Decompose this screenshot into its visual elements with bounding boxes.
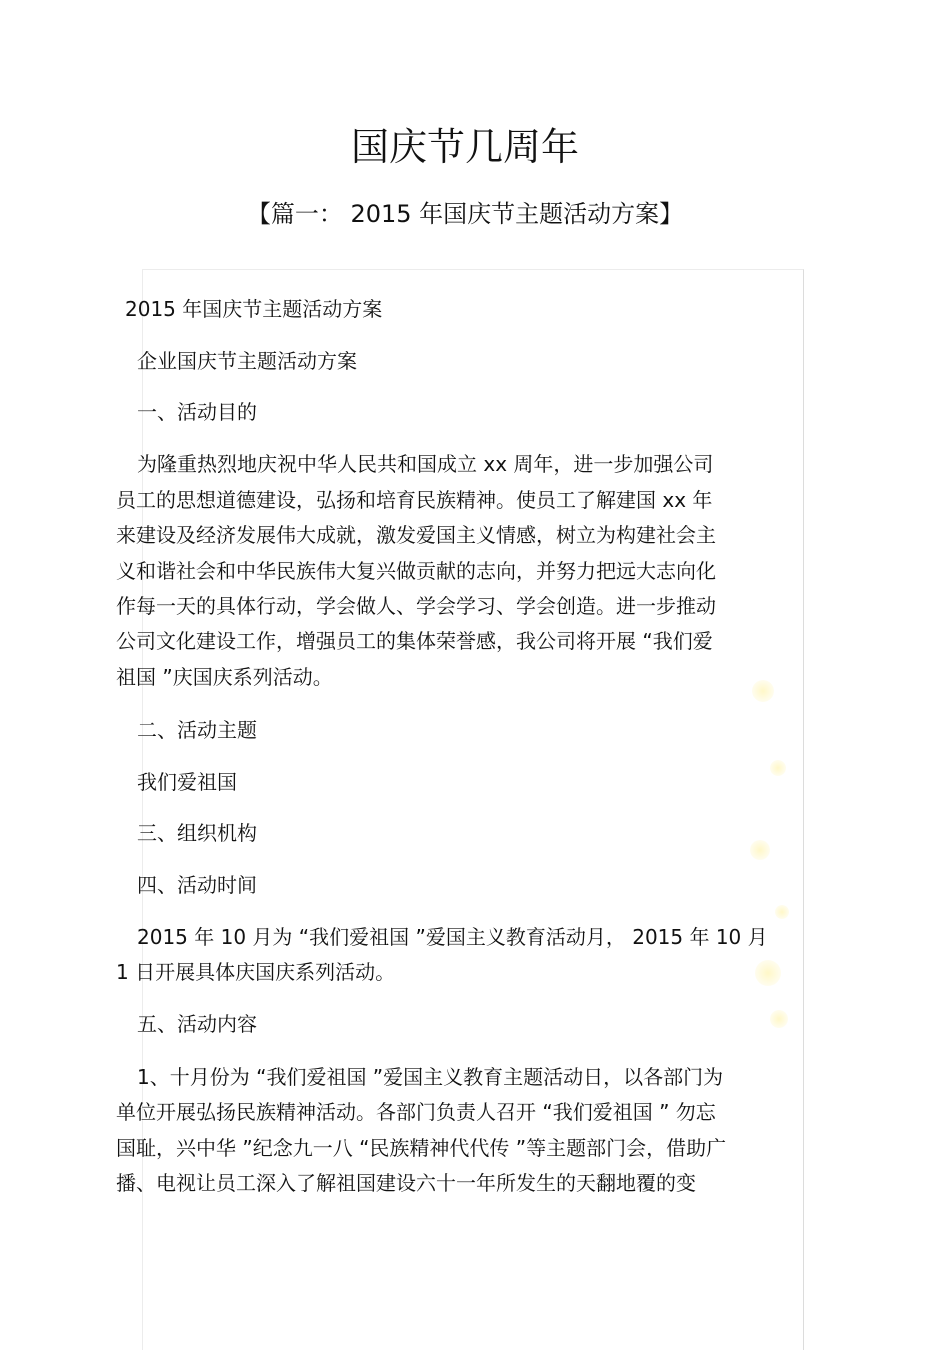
speck: [755, 960, 781, 986]
paragraph-line: 单位开展弘扬民族精神活动。各部门负责人召开 “我们爱祖国 ” 勿忘: [116, 1100, 716, 1124]
speck: [770, 760, 786, 776]
speck: [770, 1010, 788, 1028]
heading-content: 五、活动内容: [137, 1012, 257, 1036]
paragraph-line: 1 日开展具体庆国庆系列活动。: [116, 960, 396, 984]
paragraph-line: 2015 年 10 月为 “我们爱祖国 ”爱国主义教育活动月， 2015 年 10 月: [137, 925, 768, 949]
heading-organization: 三、组织机构: [137, 821, 257, 845]
paragraph-line: 来建设及经济发展伟大成就，激发爱国主义情感，树立为构建社会主: [116, 523, 716, 547]
speck: [750, 840, 770, 860]
paragraph-line: 员工的思想道德建设，弘扬和培育民族精神。使员工了解建国 xx 年: [116, 488, 713, 512]
paragraph-line: 义和谐社会和中华民族伟大复兴做贡献的志向，并努力把远大志向化: [116, 559, 716, 583]
paragraph-line: 为隆重热烈地庆祝中华人民共和国成立 xx 周年，进一步加强公司: [137, 452, 714, 476]
paragraph-line: 公司文化建设工作，增强员工的集体荣誉感，我公司将开展 “我们爱: [116, 629, 713, 653]
plan-subtitle-line: 企业国庆节主题活动方案: [137, 349, 357, 373]
heading-objective: 一、活动目的: [137, 400, 257, 424]
paragraph-line: 作每一天的具体行动，学会做人、学会学习、学会创造。进一步推动: [116, 594, 716, 618]
heading-theme: 二、活动主题: [137, 718, 257, 742]
theme-text: 我们爱祖国: [137, 770, 237, 794]
paragraph-line: 播、电视让员工深入了解祖国建设六十一年所发生的天翻地覆的变: [116, 1171, 696, 1195]
paragraph-line: 祖国 ”庆国庆系列活动。: [116, 665, 333, 689]
heading-time: 四、活动时间: [137, 873, 257, 897]
plan-title-line: 2015 年国庆节主题活动方案: [125, 297, 383, 321]
paragraph-line: 国耻，兴中华 ”纪念九一八 “民族精神代代传 ”等主题部门会，借助广: [116, 1136, 727, 1160]
speck: [775, 905, 789, 919]
page-title: 国庆节几周年: [350, 125, 579, 169]
speck: [752, 680, 774, 702]
paragraph-line: 1、十月份为 “我们爱祖国 ”爱国主义教育主题活动日，以各部门为: [137, 1065, 724, 1089]
section-heading: 【篇一： 2015 年国庆节主题活动方案】: [246, 200, 684, 228]
